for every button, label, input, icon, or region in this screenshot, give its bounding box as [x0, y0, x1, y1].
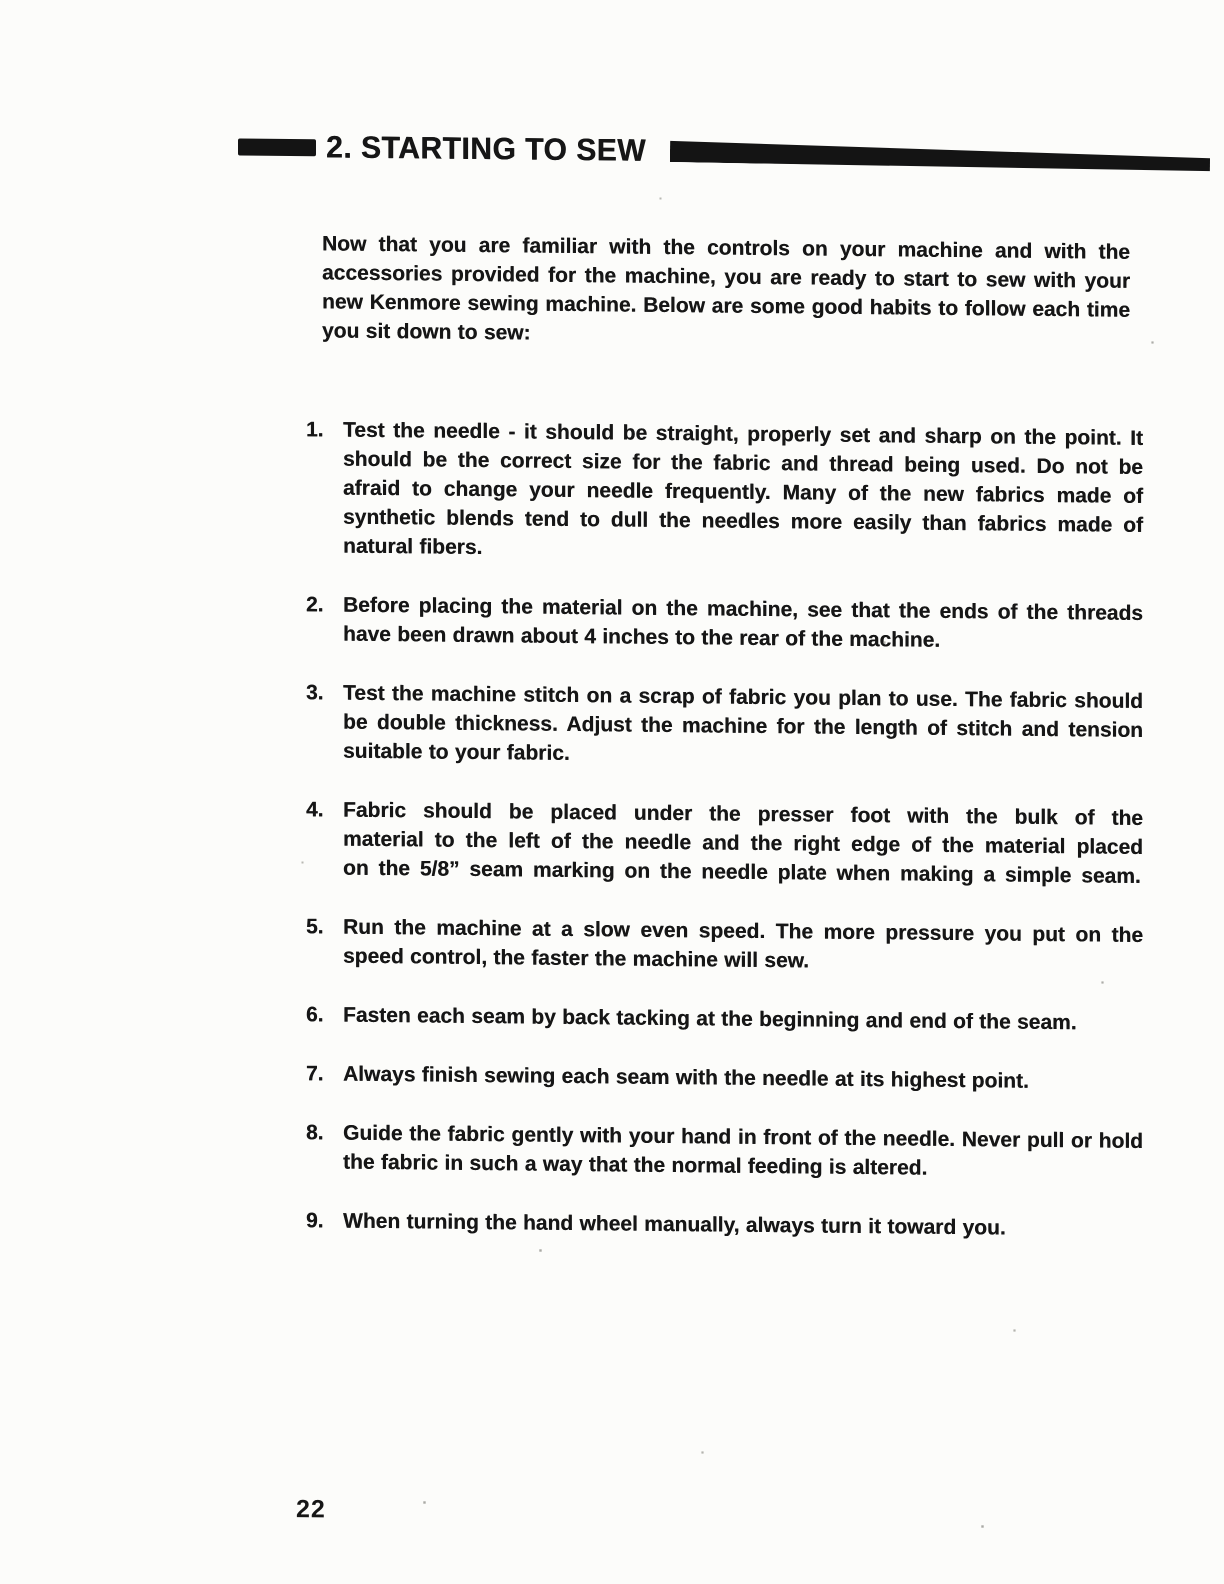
list-item — [306, 678, 1143, 774]
list-item — [306, 912, 1143, 979]
header-right-bar — [670, 140, 1210, 172]
item-text: Before placing the material on the machine, see that the ends of the threads have been drawn about 4 inches to the rear of the machine. — [343, 593, 1143, 652]
list-item — [306, 1059, 1143, 1097]
section-title: 2. STARTING TO SEW — [326, 129, 647, 168]
item-text: Fasten each seam by back tacking at the beginning and end of the seam. — [343, 1003, 1077, 1035]
item-text: When turning the hand wheel manually, always turn it toward you. — [343, 1209, 1006, 1240]
page-number: 22 — [296, 1495, 326, 1524]
item-text: Guide the fabric gently with your hand in front of the needle. Never pull or hold the fabric in such a way that the normal feeding is altered. — [343, 1121, 1143, 1180]
item-number: 4. — [306, 798, 324, 822]
item-number: 3. — [306, 681, 324, 705]
item-number: 1. — [306, 418, 324, 442]
item-number: 2. — [306, 593, 324, 617]
list-item — [306, 1118, 1143, 1185]
numbered-list — [306, 415, 1143, 1274]
item-number: 6. — [306, 1003, 324, 1027]
list-item — [306, 1000, 1143, 1038]
item-text: Test the needle - it should be straight, properly set and sharp on the point. It should be the correct size for the fabric and thread being used. Do not be afraid to change your needle frequently. Many of the new fabrics made of synthetic blends tend to dull the needles more easily than fabrics made of natural fibers. — [343, 418, 1143, 560]
item-text: Fabric should be placed under the presser foot with the bulk of the material to the left of the needle and the right edge of the material placed on the 5/8” seam marking on the needle plate when making a simple seam. — [343, 798, 1143, 888]
list-item — [306, 415, 1143, 569]
list-item — [306, 590, 1143, 657]
intro-paragraph: Now that you are familiar with the controls on your machine and with the accessories provided for the machine, you are ready to start to sew with your new Kenmore sewing machine. Below are some good habits to follow each time you sit down to sew: — [322, 232, 1130, 345]
item-number: 9. — [306, 1209, 324, 1233]
list-item — [306, 795, 1143, 891]
item-number: 5. — [306, 915, 324, 939]
scan-noise-specks — [0, 0, 1, 1]
header-left-bar — [238, 138, 316, 156]
item-text: Test the machine stitch on a scrap of fabric you plan to use. The fabric should be double thickness. Adjust the machine for the length of stitch and tension suitable to your fabric. — [343, 681, 1143, 765]
list-item — [306, 1206, 1143, 1244]
section-header — [238, 128, 1210, 174]
item-number: 7. — [306, 1062, 324, 1086]
item-text: Run the machine at a slow even speed. The more pressure you put on the speed control, the faster the machine will sew. — [343, 915, 1143, 973]
item-text: Always finish sewing each seam with the needle at its highest point. — [343, 1062, 1029, 1093]
item-number: 8. — [306, 1121, 324, 1145]
